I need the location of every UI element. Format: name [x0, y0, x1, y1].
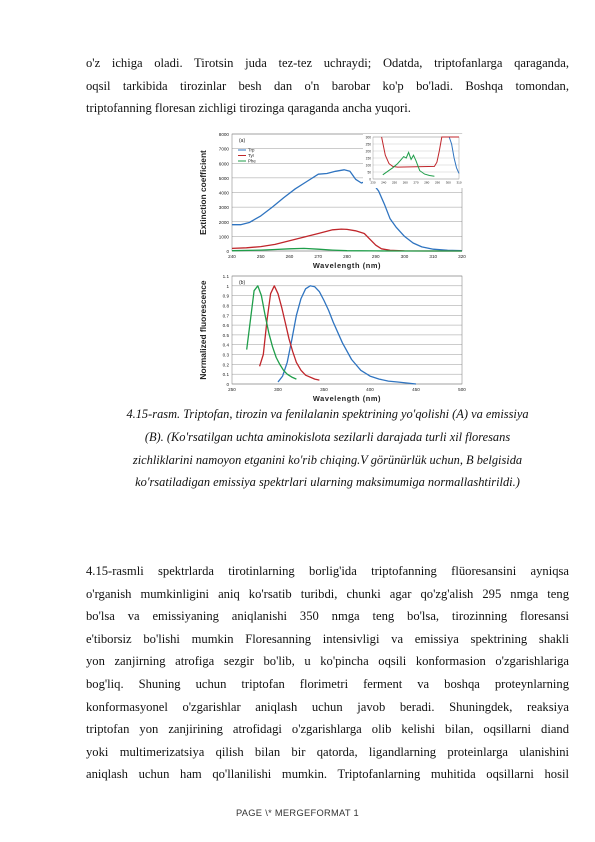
y-tick-label: 0	[226, 249, 229, 254]
paragraph-line: yon zanjirning atrofiga sezgir bo'lib, u ko'pincha oqsili konformasion o'zgarishlariga	[86, 654, 569, 669]
x-tick-label: 300	[274, 387, 282, 392]
inset-x-tick-label: 230	[370, 180, 376, 185]
inset-chart	[363, 134, 463, 188]
paragraph-line: bog'liq. Shuning uchun triptofan florimetri ferment va boshqa proteynlarning	[86, 676, 569, 691]
paragraph-line: triptofan yon zanjirining atrofidagi o'zgarishlarga olib kelishi bilan, oqsillarni diand	[86, 722, 569, 737]
y-tick-label: 3000	[218, 205, 229, 211]
inset-y-tick-label: 0	[369, 177, 371, 182]
y-tick-label: 6000	[218, 161, 229, 167]
caption-line: (B). (Ko'rsatilgan uchta aminokislota sezilarli darajada turli xil floresans	[144, 429, 511, 444]
inset-y-tick-label: 300	[365, 135, 371, 140]
y-tick-label: 0.4	[222, 342, 229, 348]
paragraph-line: triptofanning floresan zichligi tirozinga qaraganda ancha yuqori.	[86, 101, 411, 116]
y-tick-label: 4000	[218, 190, 229, 196]
inset-x-tick-label: 270	[413, 180, 419, 185]
inset-x-tick-label: 240	[381, 180, 387, 185]
inset-x-tick-label: 300	[445, 180, 451, 185]
y-axis-label: Normalized fluorescence	[198, 280, 208, 380]
y-axis-label: Extinction coefficient	[198, 150, 208, 235]
fluorescence-chart	[198, 274, 466, 403]
y-tick-label: 0	[226, 382, 229, 387]
spectra-figure	[188, 128, 468, 413]
paragraph-line: oqsil tarkibida tirozinlar besh dan o'n barobar ko'p bo'ladi. Boshqa tomondan,	[86, 78, 569, 93]
y-tick-label: 0.6	[222, 323, 229, 329]
inset-y-tick-label: 250	[365, 142, 371, 147]
inset-x-tick-label: 290	[434, 180, 441, 185]
y-tick-label: 0.7	[222, 313, 229, 319]
y-tick-label: 8000	[218, 132, 229, 137]
x-tick-label: 250	[228, 387, 236, 392]
paragraph-line: o'rganish mumkinligini aniq ko'rsatib turibdi, chunki agar qo'zg'alish 295 nmga teng	[86, 586, 569, 601]
x-tick-label: 250	[256, 254, 265, 259]
panel-label: (a)	[239, 138, 246, 144]
legend-label: Trp	[248, 147, 255, 153]
x-tick-label: 280	[343, 254, 351, 259]
y-tick-label: 1000	[218, 234, 229, 240]
y-tick-label: 1.1	[222, 274, 229, 279]
paragraph-line: aniqlash uchun ham qo'llanilishi mumkin. Triptofanlarning muhitida oqsillarni hosil	[86, 767, 569, 782]
series-line-phe	[247, 286, 297, 379]
caption-line: zichliklarini namoyon etganini ko'rib chiqing.V görünürlük uchun, B belgisida	[132, 452, 523, 467]
x-axis-label: Wavelength (nm)	[312, 261, 382, 270]
x-tick-label: 290	[371, 254, 380, 259]
page-footer: PAGE \* MERGEFORMAT 1	[235, 808, 360, 818]
x-tick-label: 450	[412, 387, 420, 392]
y-tick-label: 0.1	[222, 372, 229, 378]
paragraph-2	[86, 560, 569, 786]
x-tick-label: 350	[320, 387, 328, 392]
y-tick-label: 1	[226, 283, 229, 289]
absorbance-chart	[198, 132, 466, 270]
x-tick-label: 320	[458, 254, 466, 259]
paragraph-line: konformasyonel o'zgarishlar aniqlash uchun javob beradi. Shuningdek, reaksiya	[86, 699, 569, 714]
legend-label: Phe	[248, 158, 256, 164]
x-tick-label: 400	[366, 387, 374, 392]
x-tick-label: 300	[400, 254, 409, 259]
inset-y-tick-label: 200	[365, 149, 371, 154]
x-axis-label: Wavelength (nm)	[312, 394, 382, 403]
y-tick-label: 0.5	[222, 332, 229, 338]
y-tick-label: 2000	[218, 219, 229, 225]
paragraph-line: e'tiborsiz bo'lishi mumkin Floresanning intensivligi va emissiya spektrining shakli	[86, 631, 569, 646]
y-tick-label: 5000	[218, 175, 229, 181]
x-tick-label: 310	[429, 254, 438, 259]
series-line-phe	[232, 248, 462, 251]
paragraph-line: yoki multimerizatsiya qilish bilan bir qatorda, ligandlarning proteinlarga ulanishini	[86, 744, 569, 759]
inset-x-tick-label: 280	[424, 180, 430, 185]
paragraph-line: o'z ichiga oladi. Tirotsin juda tez-tez uchraydi; Odatda, triptofanlarga qaraganda,	[86, 56, 569, 70]
inset-y-tick-label: 50	[367, 170, 371, 175]
y-tick-label: 0.8	[222, 303, 229, 309]
x-tick-label: 240	[228, 254, 236, 259]
caption-line: ko'rsatiladigan emissiya spektrlari ularning maksimumiga normallashtirildi.)	[135, 475, 520, 490]
x-tick-label: 500	[458, 387, 466, 392]
panel-label: (b)	[239, 280, 246, 286]
y-tick-label: 0.3	[222, 352, 229, 358]
paragraph-1	[86, 52, 569, 120]
y-tick-label: 7000	[218, 146, 229, 152]
figure-caption	[86, 403, 569, 494]
y-tick-label: 0.2	[222, 362, 229, 368]
paragraph-line: bo'lsa va emissiyaning aniqlanishi 350 nmga teng bo'lsa, tirozinning floresansi	[86, 609, 569, 624]
inset-y-tick-label: 150	[365, 156, 371, 161]
inset-x-tick-label: 250	[391, 180, 398, 185]
paragraph-line: 4.15-rasmli spektrlarda tirotinlarning borlig'ida triptofanning flüoresansini ayniqsa	[86, 564, 569, 578]
inset-y-tick-label: 100	[365, 163, 371, 168]
x-tick-label: 260	[285, 254, 294, 259]
inset-x-tick-label: 260	[402, 180, 408, 185]
x-tick-label: 270	[314, 254, 323, 259]
legend-label: Tyr	[248, 153, 255, 159]
inset-x-tick-label: 310	[456, 180, 462, 185]
caption-line: 4.15-rasm. Triptofan, tirozin va fenilalanin spektrining yo'qolishi (A) va emissiya	[126, 407, 529, 421]
y-tick-label: 0.9	[222, 293, 229, 299]
